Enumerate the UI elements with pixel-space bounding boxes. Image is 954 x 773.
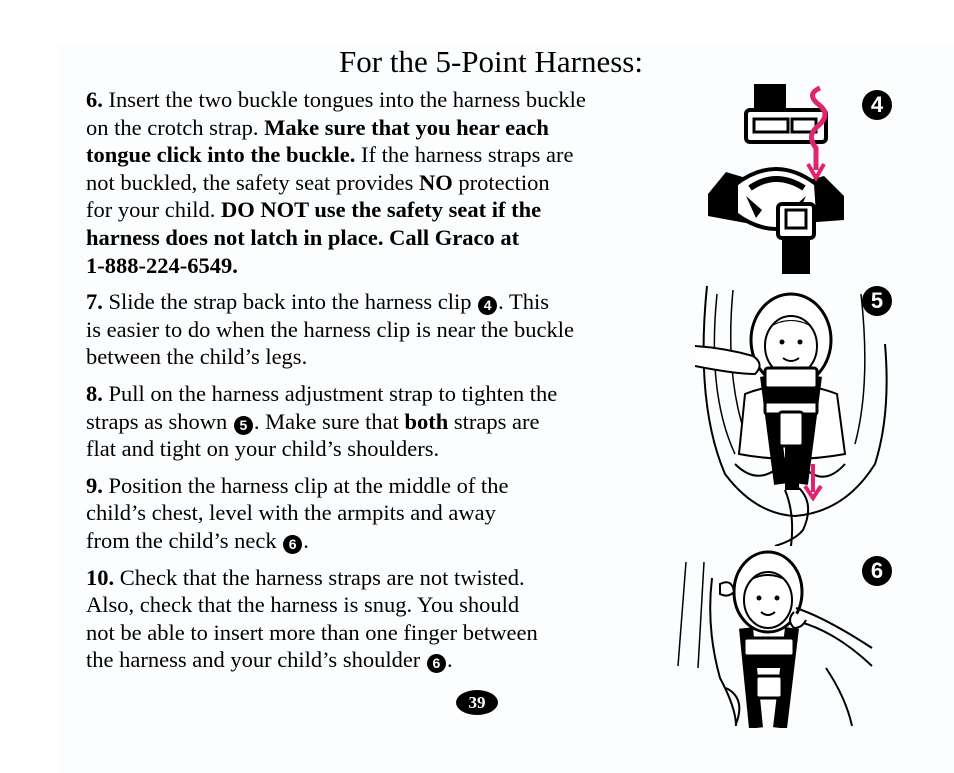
step-paragraph <box>86 288 686 371</box>
emphasis-text: harness does not latch in place. Call Graco at <box>86 224 520 250</box>
body-text: for your child. <box>86 197 221 223</box>
text-line <box>86 86 686 114</box>
text-line <box>86 527 686 555</box>
text-line <box>86 252 686 280</box>
figure-5-label: 5 <box>862 286 892 316</box>
text-line <box>86 224 686 252</box>
text-line <box>86 114 686 142</box>
text-line <box>86 380 686 408</box>
body-text: the harness and your child’s shoulder <box>86 647 426 673</box>
figure-reference: 4 <box>478 296 497 315</box>
text-line <box>86 591 686 619</box>
text-line <box>86 169 686 197</box>
body-text: Check that the harness straps are not twisted. <box>114 564 525 590</box>
finger-check-illustration <box>676 548 876 728</box>
figure-check-snug <box>676 548 876 728</box>
body-text: If the harness straps are <box>355 142 574 168</box>
body-text: . <box>303 527 309 553</box>
body-text: Insert the two buckle tongues into the harness buckle <box>102 87 586 112</box>
body-text: . This <box>498 289 550 315</box>
text-line <box>86 472 686 500</box>
text-line <box>86 499 686 527</box>
figure-tighten-straps <box>695 284 895 546</box>
emphasis-text: tongue click into the buckle. <box>86 142 356 168</box>
step-paragraph <box>86 380 686 463</box>
body-text: on the crotch strap. <box>86 114 265 140</box>
emphasis-text: NO <box>419 169 453 195</box>
body-text: . <box>446 647 453 673</box>
body-text: not buckled, the safety seat provides <box>86 169 420 195</box>
emphasis-text: 9. <box>86 472 103 498</box>
text-line <box>86 435 686 463</box>
instructions-text <box>86 86 686 683</box>
body-text: protection <box>452 169 550 195</box>
child-in-seat-illustration <box>695 284 895 546</box>
text-line <box>86 343 686 371</box>
body-text: Position the harness clip at the middle of the <box>102 472 509 498</box>
text-line <box>86 408 686 436</box>
figure-buckle-tongues <box>706 84 846 274</box>
figure-6-label: 6 <box>862 556 892 586</box>
text-line <box>86 316 686 344</box>
body-text: . Make sure that <box>253 408 405 434</box>
emphasis-text: 8. <box>86 380 103 406</box>
body-text: Also, check that the harness is snug. You should <box>86 592 520 618</box>
step-paragraph <box>86 86 686 279</box>
body-text: straps are <box>448 408 540 434</box>
emphasis-text: 10. <box>86 564 115 590</box>
buckle-illustration <box>706 84 846 274</box>
page-title: For the 5-Point Harness: <box>339 44 643 79</box>
figure-reference: 6 <box>427 654 446 673</box>
body-text: flat and tight on your child’s shoulders. <box>86 436 440 462</box>
text-line <box>86 646 686 674</box>
page-number: 39 <box>456 690 498 715</box>
emphasis-text: both <box>404 408 449 434</box>
body-text: Pull on the harness adjustment strap to tighten the <box>102 380 558 406</box>
figure-reference: 5 <box>234 416 253 435</box>
figure-4-label: 4 <box>862 90 892 120</box>
emphasis-text: 6. <box>86 87 103 112</box>
body-text: is easier to do when the harness clip is near the buckle <box>86 316 574 342</box>
text-line <box>86 564 686 592</box>
body-text: from the child’s neck <box>86 527 283 553</box>
emphasis-text: Make sure that you hear each <box>264 114 549 140</box>
emphasis-text: 7. <box>86 289 103 315</box>
step-paragraph <box>86 472 686 555</box>
step-paragraph <box>86 564 686 674</box>
body-text: Slide the strap back into the harness clip <box>102 289 478 315</box>
text-line <box>86 196 686 224</box>
text-line <box>86 141 686 169</box>
text-line <box>86 288 686 316</box>
body-text: child’s chest, level with the armpits and away <box>86 500 496 526</box>
emphasis-text: 1-888-224-6549. <box>86 252 238 278</box>
text-line <box>86 619 686 647</box>
body-text: straps as shown <box>86 408 233 434</box>
body-text: between the child’s legs. <box>86 344 308 370</box>
emphasis-text: DO NOT use the safety seat if the <box>220 197 542 223</box>
body-text: not be able to insert more than one finger between <box>86 619 538 645</box>
figure-reference: 6 <box>283 535 302 554</box>
